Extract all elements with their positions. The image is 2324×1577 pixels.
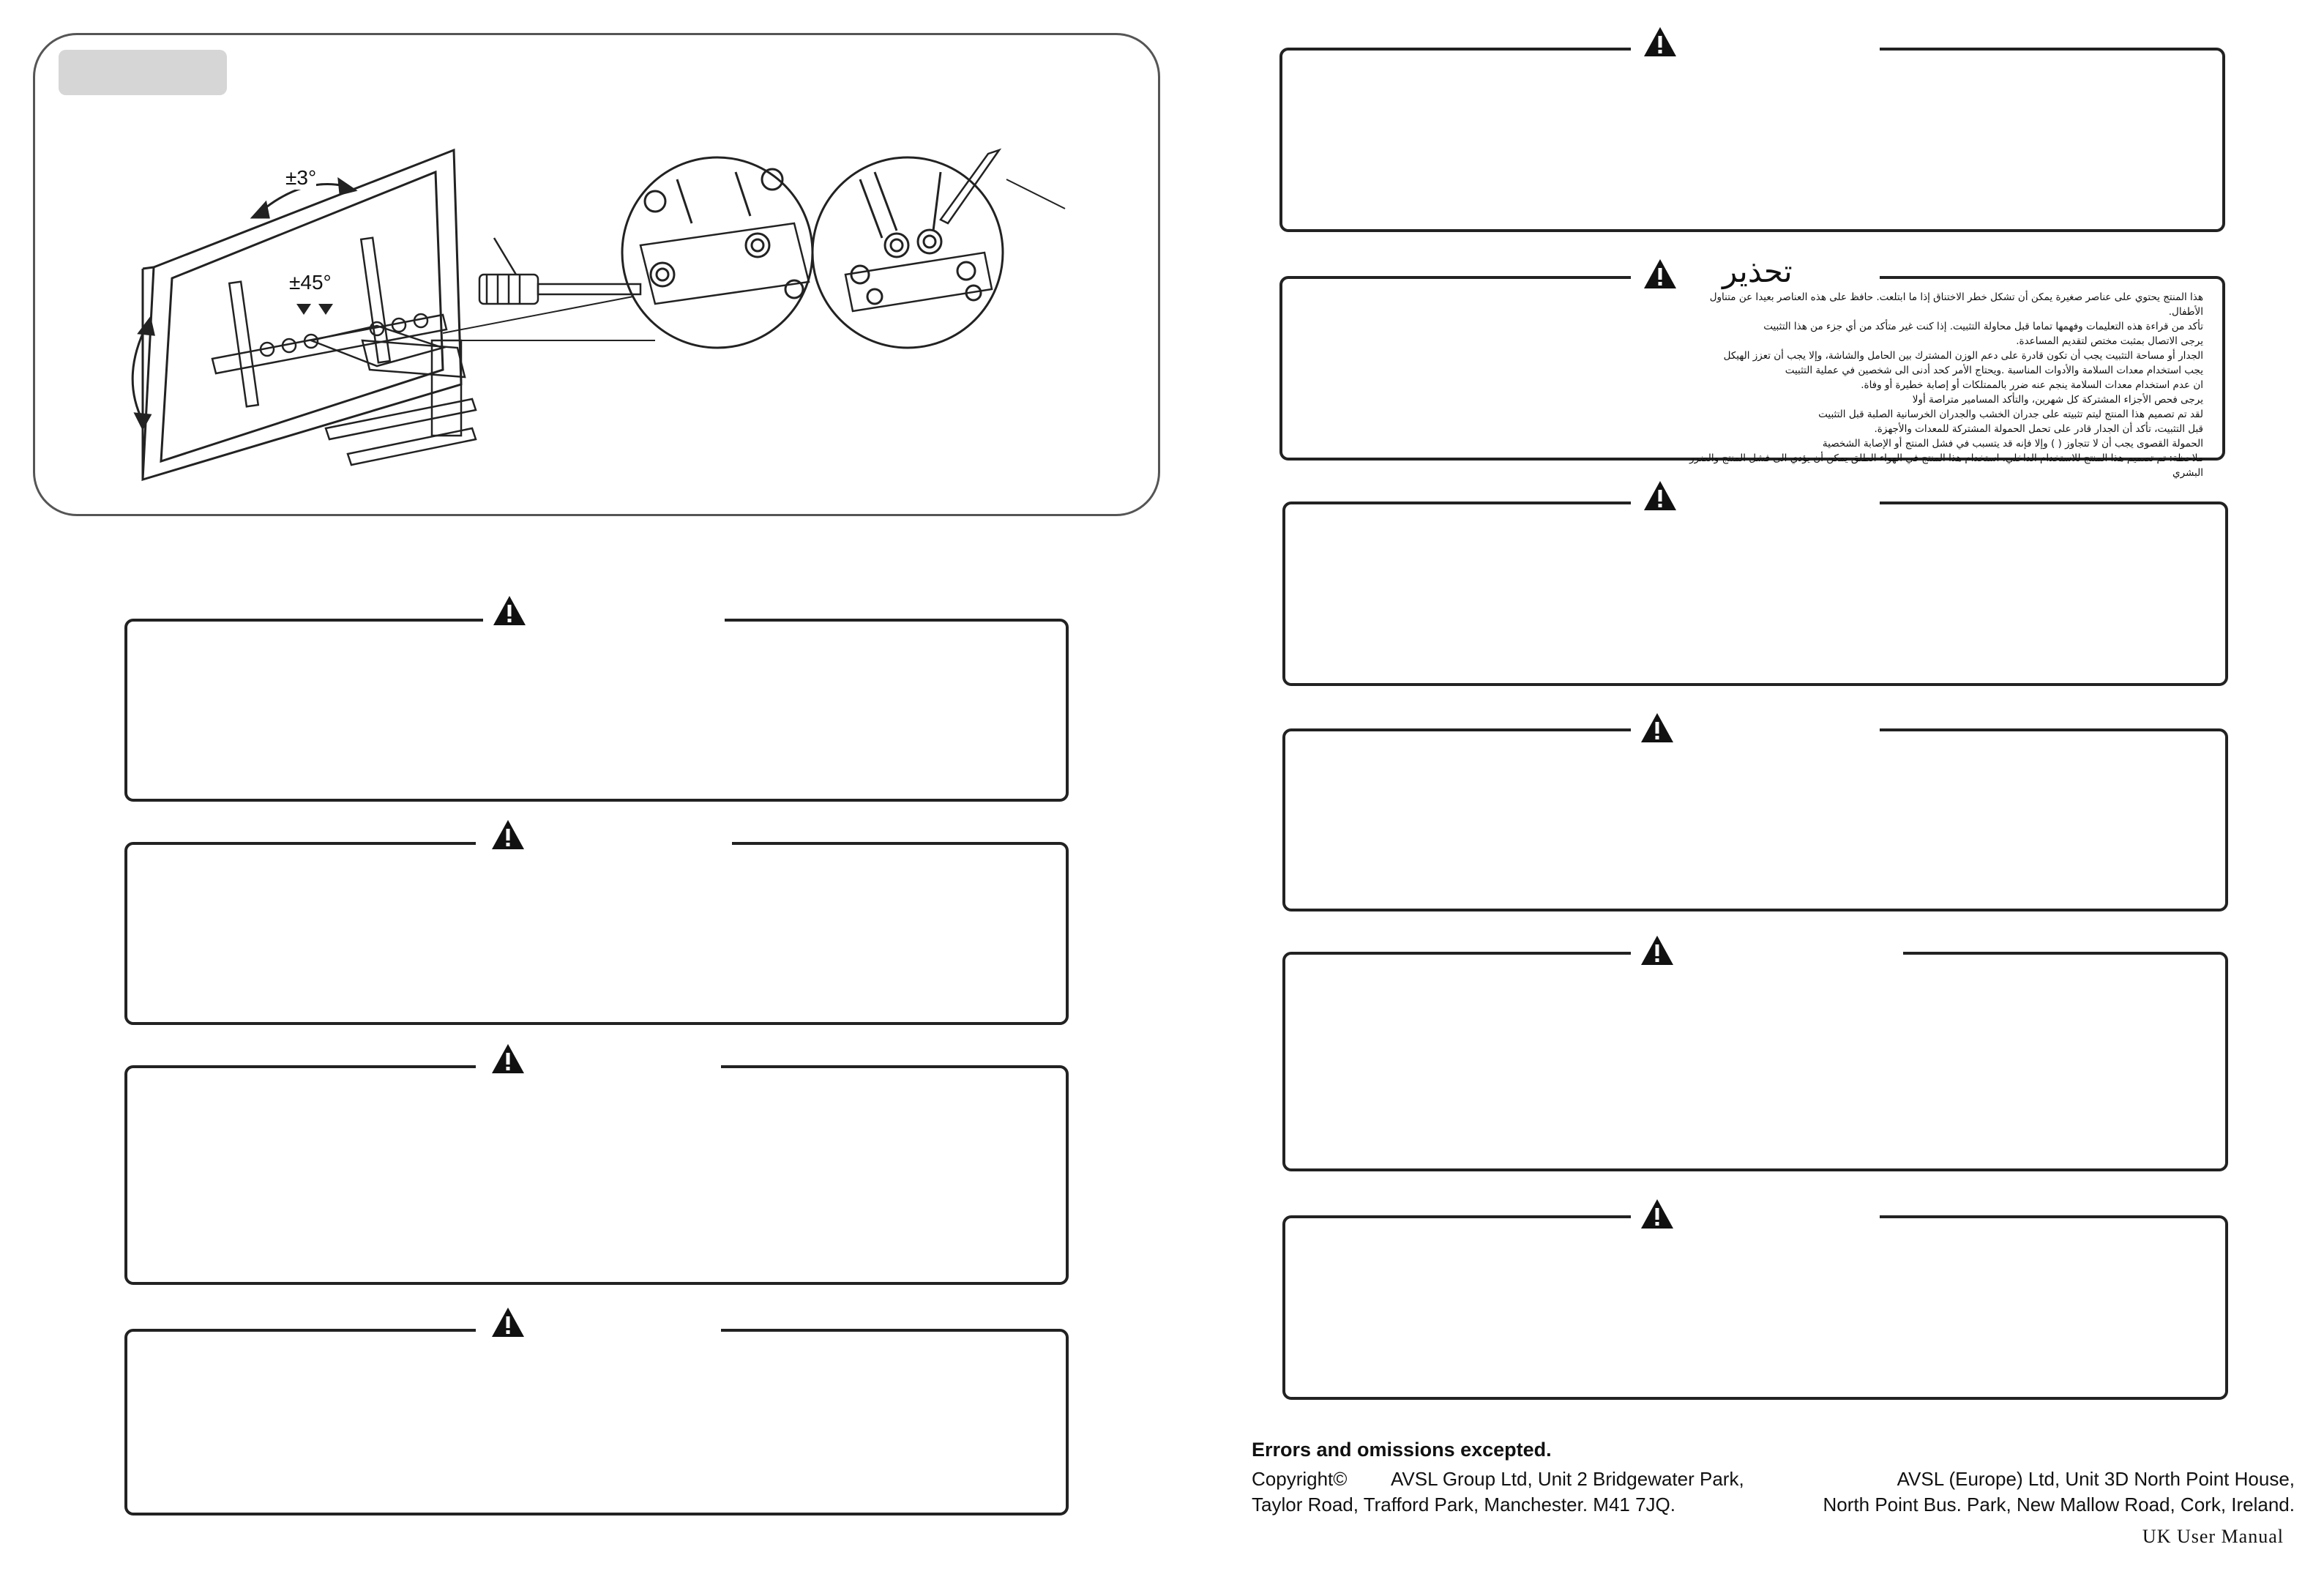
arabic-warning-title: تحذير [1716, 253, 1798, 289]
warning-box-right-5 [1282, 952, 2228, 1171]
swivel-angle-label: ±45° [289, 271, 332, 294]
detail-circle-bolts [443, 157, 812, 348]
eu-address-line2: North Point Bus. Park, New Mallow Road, Cork, Ireland. [1823, 1494, 2295, 1516]
swivel-arrows [296, 304, 333, 315]
warning-icon [1643, 26, 1678, 58]
tilt-angle-label: ±3° [285, 166, 317, 189]
warning-box-right-4 [1282, 728, 2228, 911]
arabic-warning-line: يجب استخدام معدات السلامة والأدوات المناسبة .ويحتاج الأمر كحد أدنى الى شخصين في عملية التثبيت [1785, 365, 2203, 376]
errors-note: Errors and omissions excepted. [1252, 1439, 1552, 1461]
warning-box-right-6 [1282, 1215, 2228, 1400]
copyright-label: Copyright© [1252, 1468, 1348, 1490]
warning-icon [1640, 712, 1675, 744]
tv-mount-illustration [33, 33, 1160, 516]
warning-icon [1640, 1198, 1675, 1230]
warning-box-right-3 [1282, 502, 2228, 686]
arabic-warning-line: ان عدم استخدام معدات السلامة ينجم عنه ضرر بالممتلكات أو إصابة خطيرة أو وفاة. [1861, 379, 2203, 391]
warning-box-right-1 [1279, 48, 2225, 232]
warning-icon [490, 819, 526, 851]
arabic-warning-line: يرجى الاتصال بمثبت مختص لتقديم المساعدة. [2016, 335, 2203, 347]
warning-box-left-4 [124, 1329, 1069, 1516]
warning-box-left-1 [124, 619, 1069, 802]
warning-icon [1643, 480, 1678, 512]
screwdriver-icon [479, 238, 640, 304]
uk-address-line1: AVSL Group Ltd, Unit 2 Bridgewater Park, [1391, 1468, 1744, 1490]
manual-label: UK User Manual [2142, 1526, 2284, 1547]
arabic-warning-line: لقد تم تصميم هذا المنتج ليتم تثبيته على جدران الخشب والجدران الخرسانية الصلبة قبل التثبيت [1818, 409, 2203, 420]
warning-box-left-3 [124, 1065, 1069, 1285]
arabic-warning-line: هذا المنتج يحتوي على عناصر صغيرة يمكن أن تشكل خطر الاختناق إذا ما ابتلعت. حافظ على هذه العناصر بعيدا عن متناول الأطفال. [1709, 291, 2203, 318]
articulating-arm [311, 326, 476, 465]
arabic-warning-line: الحمولة القصوى يجب أن لا تتجاوز ( ) وإلا فإنه قد يتسبب في فشل المنتج أو الإصابة الشخصية [1822, 438, 2203, 450]
warning-icon [492, 594, 527, 627]
warning-box-left-2 [124, 842, 1069, 1025]
arabic-warning-line: ملاحظة: تم تصميم هذا المنتج للاستخدام الداخلي. استخدام هذا المنتج في الهواء الطلق يمكن أن يؤدي الى فشل المنتج والضرر البشري [1689, 452, 2203, 479]
warning-icon [490, 1306, 526, 1338]
arabic-warning-line: قبل التثبيت، تأكد أن الجدار قادر على تحمل الحمولة المشتركة للمعدات والأجهزة. [1874, 423, 2203, 435]
mount-rails [212, 238, 447, 407]
eu-address-line1: AVSL (Europe) Ltd, Unit 3D North Point House, [1897, 1468, 2295, 1490]
arabic-warning-line: الجدار أو مساحة التثبيت يجب أن تكون قادرة على دعم الوزن المشترك بين الحامل والشاشة، وإلا يجب أن تعزز الهيكل [1723, 350, 2203, 362]
tv-screen-outline [143, 150, 461, 480]
warning-icon [1643, 258, 1678, 290]
arabic-warning-line: تأكد من قراءة هذه التعليمات وفهمها تماما قبل محاولة التثبيت. إذا كنت غير متأكد من أي جزء من هذا التثبيت [1763, 321, 2203, 332]
warning-icon [490, 1043, 526, 1075]
detail-circle-hex-key [812, 150, 1065, 348]
warning-icon [1640, 934, 1675, 966]
arabic-warning-lines [1676, 290, 2203, 480]
uk-address-line2: Taylor Road, Trafford Park, Manchester. M41 7JQ. [1252, 1494, 1675, 1516]
arabic-warning-line: يرجى فحص الأجزاء المشتركة كل شهرين، والتأكد المسامير متراصة أولا [1912, 394, 2203, 406]
